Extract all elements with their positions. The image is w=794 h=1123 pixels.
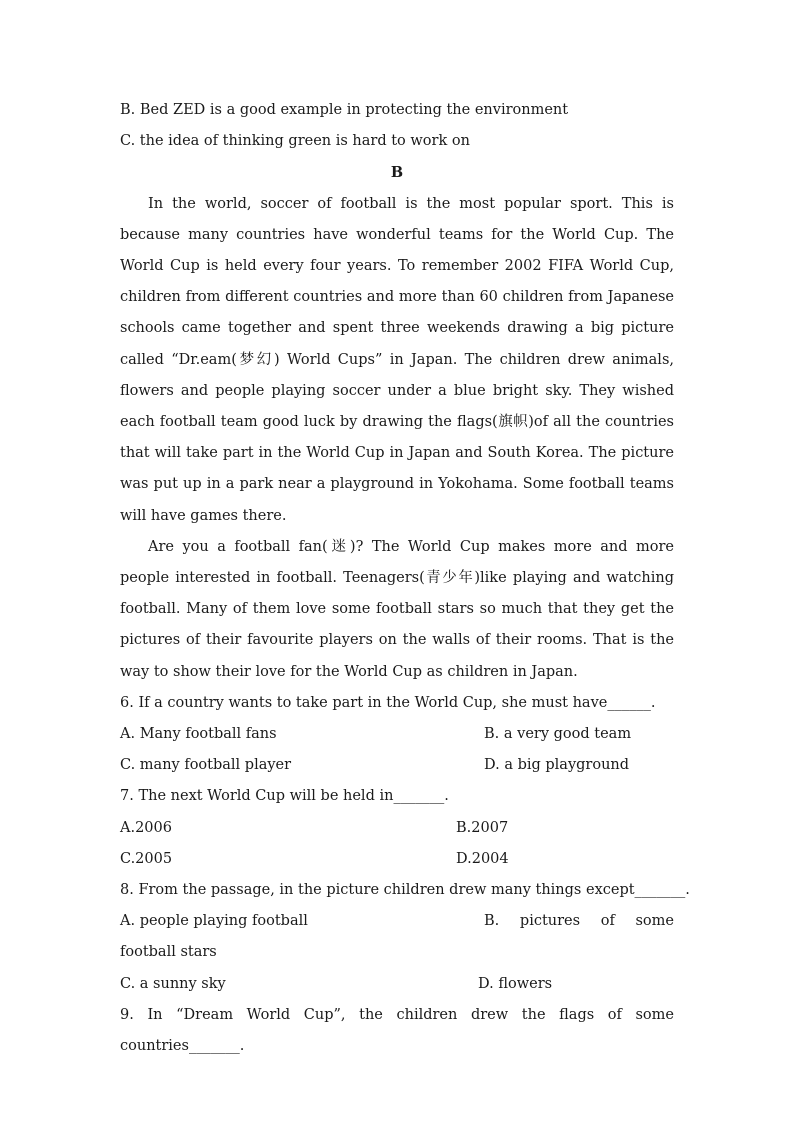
- document-page: [120, 95, 690, 1062]
- question-7-option-d: D.2004: [456, 850, 509, 867]
- question-7-options-row-1: [120, 813, 674, 844]
- question-6-options-row-1: [120, 719, 674, 750]
- question-8-option-c: C. a sunny sky: [120, 975, 226, 992]
- question-8-stem: 8. From the passage, in the picture children drew many things except_______.: [120, 882, 690, 899]
- question-8-option-a: A. people playing football: [120, 913, 308, 930]
- question-8-option-b-continued: football stars: [120, 944, 217, 961]
- question-7-option-c: C.2005: [120, 850, 173, 867]
- question-6-stem: 6. If a country wants to take part in the World Cup, she must have______.: [120, 694, 656, 711]
- question-6-option-d: D. a big playground: [484, 757, 630, 774]
- previous-option-c: C. the idea of thinking green is hard to work on: [120, 133, 470, 150]
- passage-paragraph-2: Are you a football fan(迷)? The World Cup makes more and more people interested in football. Teenagers(青少年)like playing and watching football. Many of them love some football stars so much that they get the pictures of their favourite players on the walls of their rooms. That is the way to show their love for the World Cup as children in Japan.: [120, 538, 674, 680]
- question-7-option-a: A.2006: [120, 819, 172, 836]
- question-7-options-row-2: [120, 844, 674, 875]
- question-6-options-row-2: [120, 750, 674, 781]
- question-9-stem-continued: countries_______.: [120, 1038, 245, 1055]
- question-8-option-d: D. flowers: [478, 975, 553, 992]
- question-7-stem: 7. The next World Cup will be held in_______.: [120, 788, 449, 805]
- question-7-option-b: B.2007: [456, 819, 509, 836]
- question-6-option-a: A. Many football fans: [120, 726, 277, 743]
- section-label: B: [390, 164, 404, 182]
- question-8-options-row-1: [120, 906, 674, 937]
- previous-option-b: B. Bed ZED is a good example in protecting the environment: [120, 102, 569, 118]
- question-8-option-b: B. pictures of some: [484, 913, 674, 930]
- question-8-options-row-2: [120, 969, 674, 1000]
- question-9-stem: 9. In “Dream World Cup”, the children drew the flags of some: [120, 1006, 674, 1023]
- question-6-option-b: B. a very good team: [484, 726, 632, 743]
- passage-paragraph-1: In the world, soccer of football is the most popular sport. This is because many countries have wonderful teams for the World Cup. The World Cup is held every four years. To remember 2002 FIFA World Cup, children from different countries and more than 60 children from Japanese schools came together and spent three weekends drawing a big picture called “Dr.eam(梦幻) World Cups” in Japan. The children drew animals, flowers and people playing soccer under a blue bright sky. They wished each football team good luck by drawing the flags(旗帜)of all the countries that will take part in the World Cup in Japan and South Korea. The picture was put up in a park near a playground in Yokohama. Some football teams will have games there.: [120, 195, 674, 524]
- question-6-option-c: C. many football player: [120, 757, 292, 774]
